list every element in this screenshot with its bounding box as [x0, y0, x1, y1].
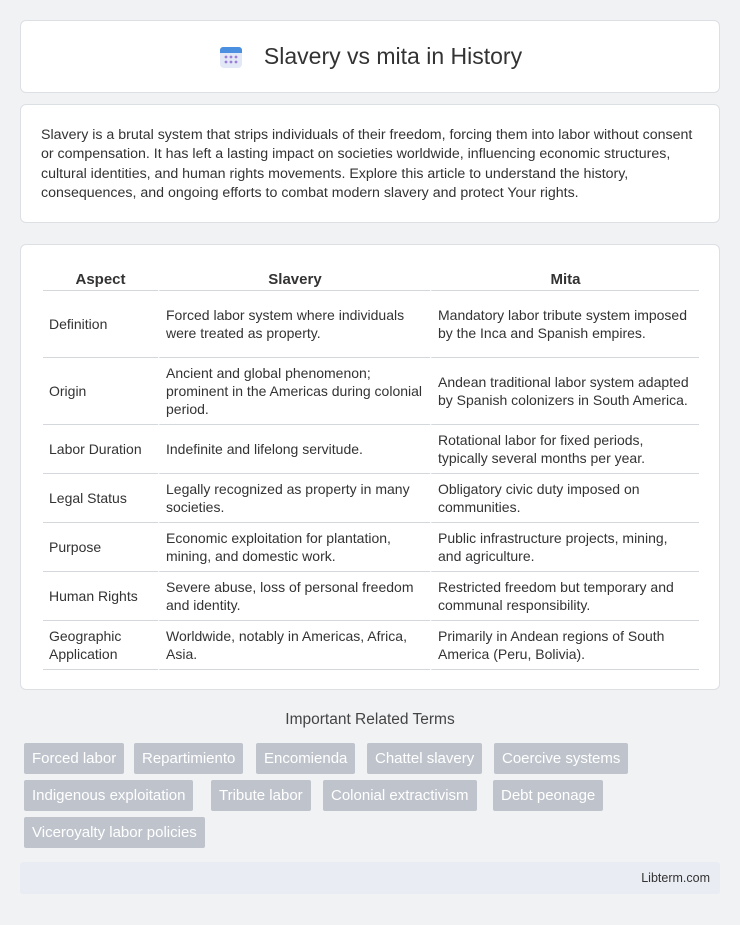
row-aspect: Labor Duration — [43, 425, 158, 474]
column-header-slavery: Slavery — [158, 265, 430, 291]
footer — [20, 862, 720, 894]
row-mita: Mandatory labor tribute system imposed by the Inca and Spanish empires. — [430, 291, 699, 358]
row-slavery: Legally recognized as property in many societies. — [158, 474, 430, 523]
header-card — [20, 20, 720, 93]
tag-encomienda[interactable]: Encomienda — [256, 743, 355, 774]
row-mita: Primarily in Andean regions of South America (Peru, Bolivia). — [430, 621, 699, 670]
footer-site-link[interactable]: Libterm.com — [641, 871, 710, 885]
column-header-mita: Mita — [430, 265, 699, 291]
row-slavery: Forced labor system where individuals were treated as property. — [158, 291, 430, 358]
row-aspect: Purpose — [43, 523, 158, 572]
row-mita: Rotational labor for fixed periods, typically several months per year. — [430, 425, 699, 474]
related-terms-title: Important Related Terms — [285, 711, 455, 728]
calendar-icon — [218, 44, 244, 70]
comparison-table — [43, 265, 699, 670]
row-aspect: Origin — [43, 358, 158, 425]
intro-card — [20, 104, 720, 223]
tag-viceroyalty-labor-policies[interactable]: Viceroyalty labor policies — [24, 817, 205, 848]
comparison-table-card — [20, 244, 720, 690]
row-slavery: Economic exploitation for plantation, mining, and domestic work. — [158, 523, 430, 572]
row-mita: Public infrastructure projects, mining, and agriculture. — [430, 523, 699, 572]
row-slavery: Indefinite and lifelong servitude. — [158, 425, 430, 474]
tag-coercive-systems[interactable]: Coercive systems — [494, 743, 628, 774]
tag-repartimiento[interactable]: Repartimiento — [134, 743, 243, 774]
table-header-row — [43, 265, 699, 291]
intro-text: Slavery is a brutal system that strips individuals of their freedom, forcing them into labor without consent or compensation. It has left a lasting impact on societies worldwide, influencing economic structures, cultural identities, and human rights movements. Explore this article to understand the history, consequences, and ongoing efforts to combat modern slavery and protect Your rights. — [41, 127, 693, 202]
table-row — [43, 572, 699, 621]
table-row — [43, 358, 699, 425]
row-slavery: Ancient and global phenomenon; prominent in the Americas during colonial period. — [158, 358, 430, 425]
table-row — [43, 425, 699, 474]
row-mita: Restricted freedom but temporary and communal responsibility. — [430, 572, 699, 621]
page-title: Slavery vs mita in History — [263, 43, 523, 69]
table-row — [43, 291, 699, 358]
row-aspect: Legal Status — [43, 474, 158, 523]
row-slavery: Severe abuse, loss of personal freedom and identity. — [158, 572, 430, 621]
tag-tribute-labor[interactable]: Tribute labor — [211, 780, 311, 811]
row-slavery: Worldwide, notably in Americas, Africa, Asia. — [158, 621, 430, 670]
row-aspect: Human Rights — [43, 572, 158, 621]
row-aspect: Geographic Application — [43, 621, 158, 670]
table-row — [43, 474, 699, 523]
tag-debt-peonage[interactable]: Debt peonage — [493, 780, 603, 811]
tag-forced-labor[interactable]: Forced labor — [24, 743, 124, 774]
row-mita: Andean traditional labor system adapted by Spanish colonizers in South America. — [430, 358, 699, 425]
tag-colonial-extractivism[interactable]: Colonial extractivism — [323, 780, 477, 811]
column-header-aspect: Aspect — [43, 265, 158, 291]
table-row — [43, 523, 699, 572]
row-mita: Obligatory civic duty imposed on communities. — [430, 474, 699, 523]
tag-chattel-slavery[interactable]: Chattel slavery — [367, 743, 482, 774]
row-aspect: Definition — [43, 291, 158, 358]
tag-indigenous-exploitation[interactable]: Indigenous exploitation — [24, 780, 193, 811]
table-row — [43, 621, 699, 670]
